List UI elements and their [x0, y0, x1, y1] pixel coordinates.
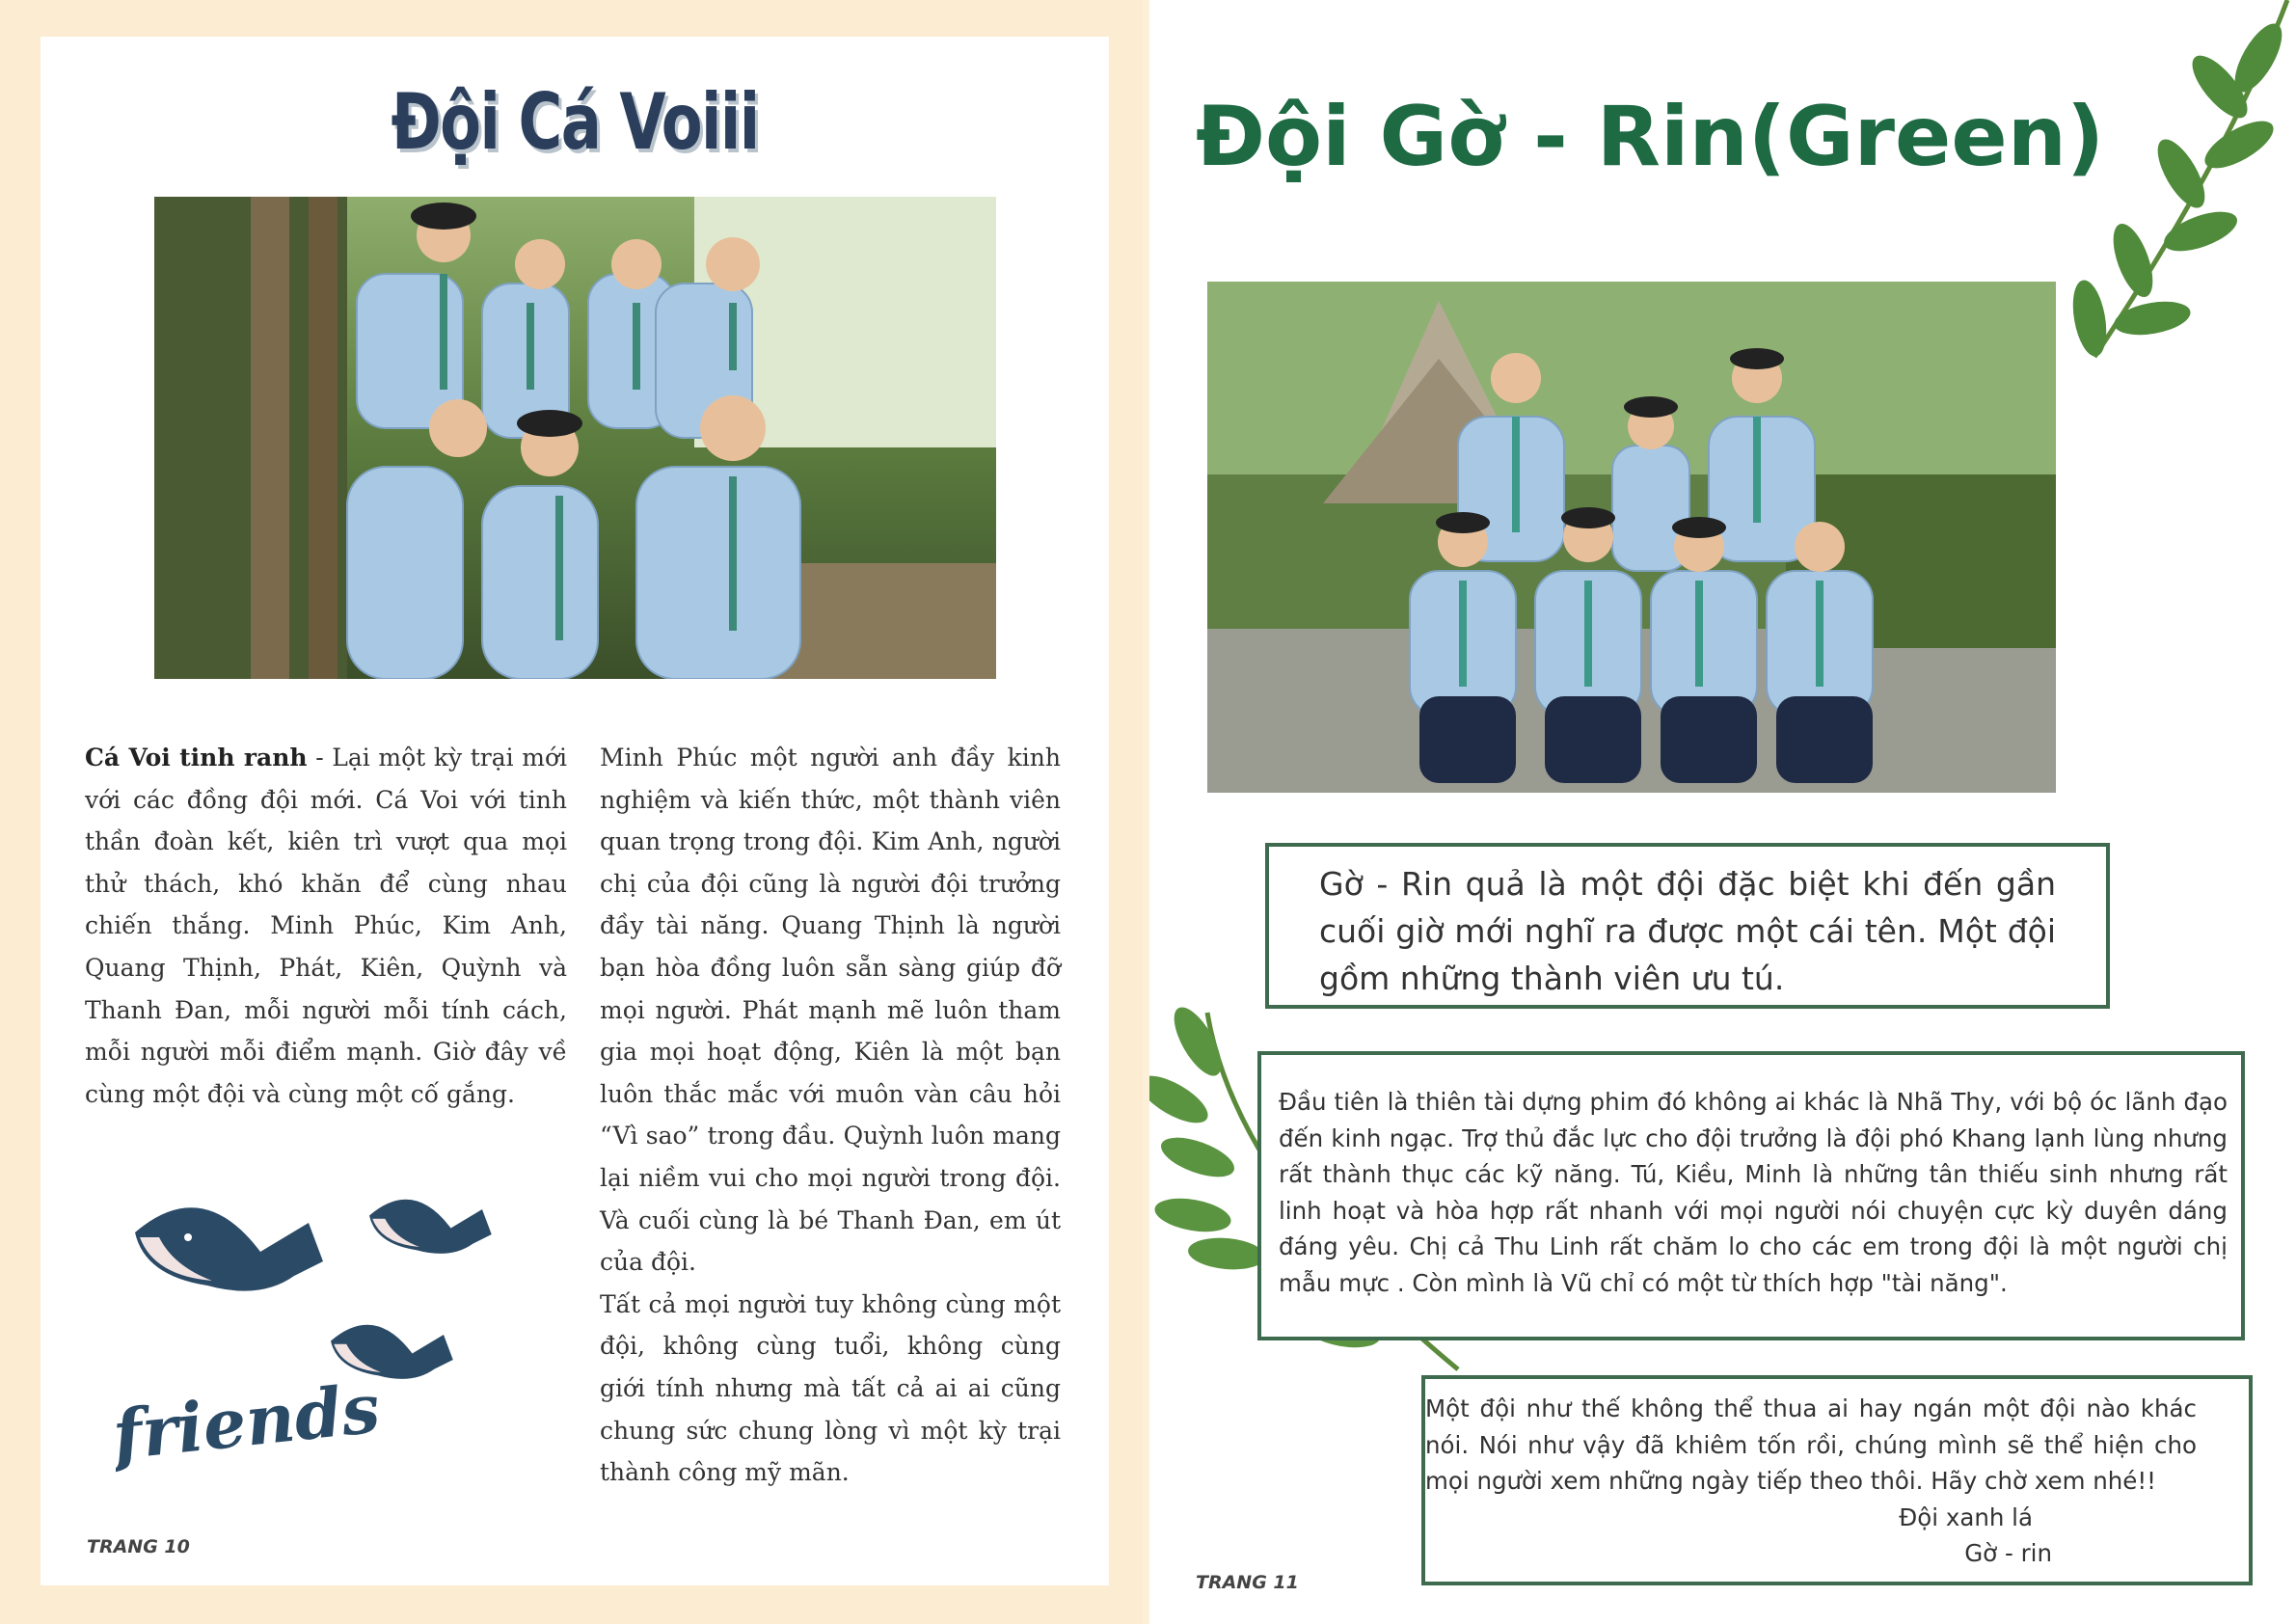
intro-bold: Cá Voi tinh ranh: [85, 744, 308, 771]
signature-line-2: Gờ - rin: [1964, 1539, 2052, 1567]
go-rin-members-text: Đầu tiên là thiên tài dựng phim đó không ai khác là Nhã Thy, với bộ óc lãnh đạo đến kinh ngạc. Trợ thủ đắc lực cho đội trưởng là đội phó Khang lạnh lùng nhưng rất thành thục các kỹ năng. Tú, Kiều, Minh là những tân thiếu sinh nhưng rất linh hoạt và hòa hợp rất nhanh với mọi người nói chuyện cực kỳ duyên dáng đáng yêu. Chị cả Thu Linh rất chăm lo cho các em trong đội là một người chị mẫu mực . Còn mình là Vũ chỉ có một từ thích hợp "tài năng".: [1279, 1088, 2228, 1297]
intro-text: - Lại một kỳ trại mới với các đồng đội mới. Cá Voi với tinh thần đoàn kết, kiên trì vượt qua mọi thử thách, khó khăn để cùng nhau chiến thắng. Minh Phúc, Kim Anh, Quang Thịnh, Phát, Kiên, Quỳnh và Thanh Đan, mỗi người mỗi tính cách, mỗi người mỗi điểm mạnh. Giờ đây về cùng một đội và cùng một cố gắng.: [85, 744, 568, 1108]
left-page: [41, 37, 1109, 1585]
left-column-2: [600, 737, 1061, 1494]
signature-line-1: Đội xanh lá: [1899, 1502, 2033, 1531]
friends-caption: friends: [116, 1367, 384, 1475]
go-rin-intro-text: Gờ - Rin quả là một đội đặc biệt khi đến gần cuối giờ mới nghĩ ra được một cái tên. Một đội gồm những thành viên ưu tú.: [1319, 865, 2056, 997]
whale-top-right-icon: [369, 1200, 492, 1254]
go-rin-closing-box: [1421, 1375, 2253, 1585]
page-number-right: TRANG 11: [1196, 1572, 1299, 1593]
team-go-rin-photo: [1207, 282, 2056, 793]
page-number-left: TRANG 10: [87, 1536, 190, 1557]
leaf-branch-top-right-icon: [2056, 0, 2296, 366]
whale-large-icon: [135, 1207, 323, 1290]
left-column-1: [85, 737, 567, 1115]
members-paragraph: Minh Phúc một người anh đầy kinh nghiệm và kiến thức, một thành viên quan trọng trong đội. Kim Anh, người chị của đội cũng là người đội trưởng đầy tài năng. Quang Thịnh là người bạn hòa đồng luôn sẵn sàng giúp đỡ mọi người. Phát mạnh mẽ luôn tham gia mọi hoạt động, Kiên là một bạn luôn thắc mắc với muôn vàn câu hỏi “Vì sao” trong đầu. Quỳnh luôn mang lại niềm vui cho mọi người trong đội. Và cuối cùng là bé Thanh Đan, em út của đội.: [600, 744, 1061, 1277]
right-page: [1149, 0, 2296, 1624]
left-page-title: Đội Cá Voiii: [391, 77, 759, 167]
go-rin-closing-text: Một đội như thế không thể thua ai hay ngán một đội nào khác nói. Nói như vậy đã khiêm tốn rồi, chúng mình sẽ thể hiện cho mọi người xem những ngày tiếp theo thôi. Hãy chờ xem nhé!!: [1425, 1394, 2197, 1495]
go-rin-intro-box: [1265, 843, 2110, 1009]
closing-paragraph: Tất cả mọi người tuy không cùng một đội, không cùng tuổi, không cùng giới tính nhưng mà tất cả ai ai cũng chung sức chung lòng vì một kỳ trại thành công mỹ mãn.: [600, 1289, 1061, 1487]
go-rin-members-box: [1257, 1051, 2245, 1340]
whales-illustration: [116, 1184, 521, 1512]
team-ca-voi-photo: [154, 197, 996, 679]
right-page-title: Đội Gờ - Rin(Green): [1196, 89, 2105, 185]
